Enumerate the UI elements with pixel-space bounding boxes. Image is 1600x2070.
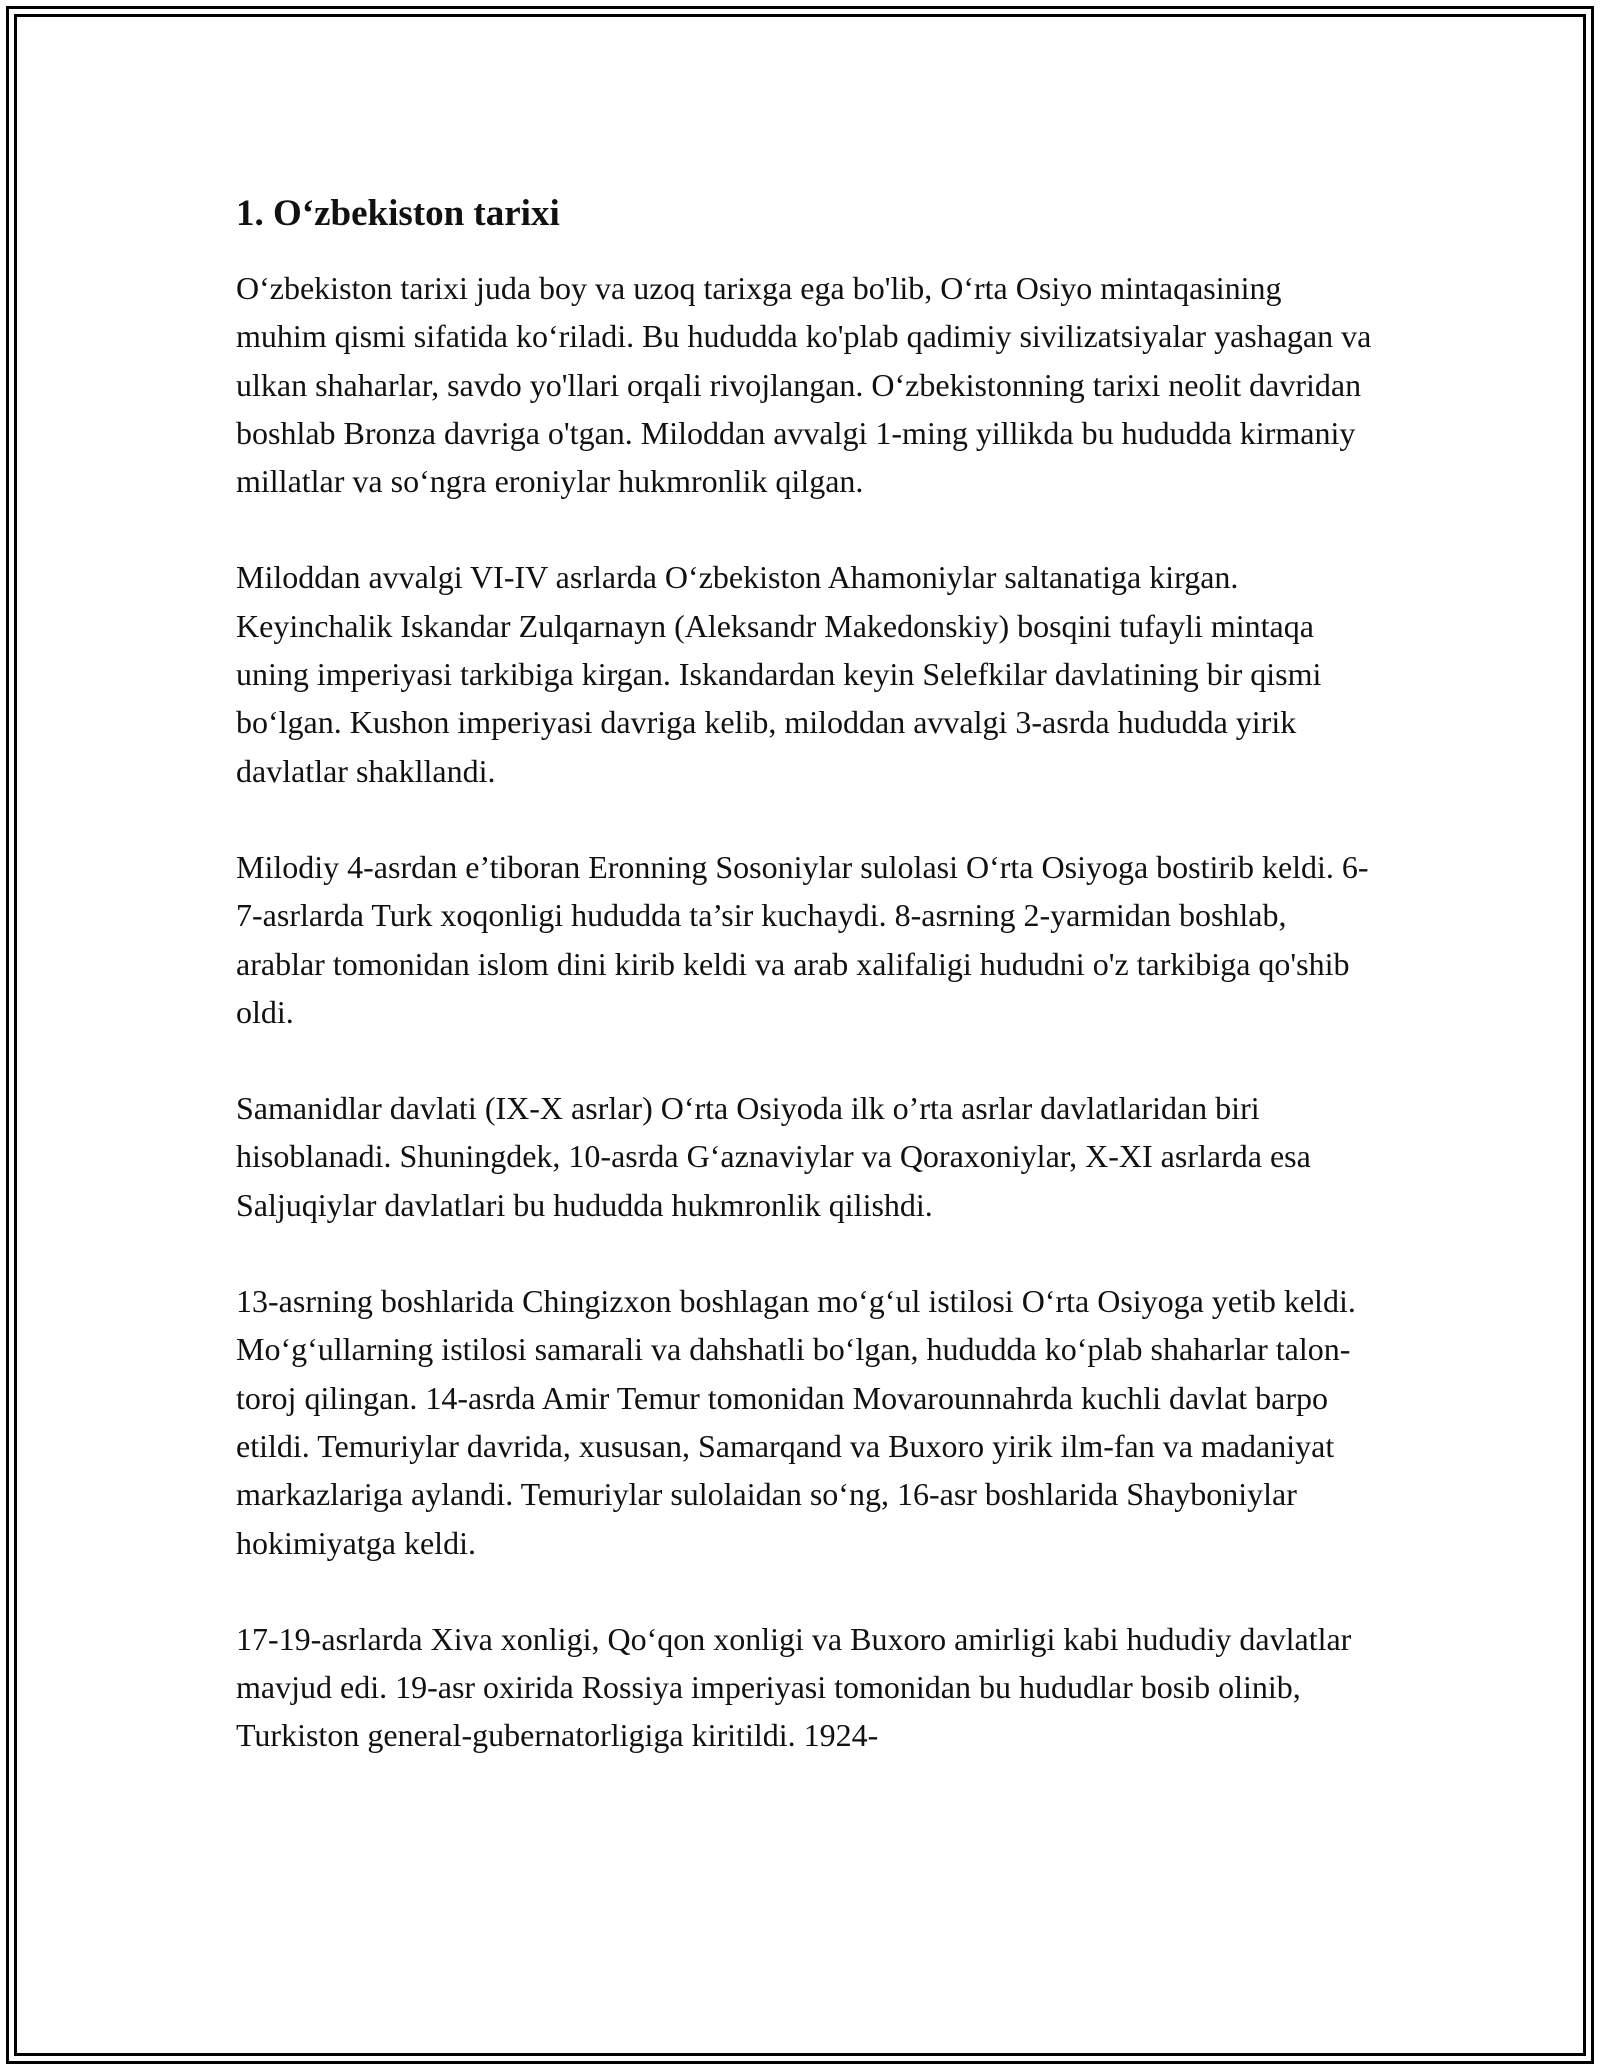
paragraph-6: 17-19-asrlarda Xiva xonligi, Qo‘qon xonligi va Buxoro amirligi kabi hududiy davlatlar mavjud edi. 19-asr oxirida Rossiya imperiyasi tomonidan bu hududlar bosib olinib, Turkiston general-gubernatorligiga kiritildi. 1924- [236, 1620, 1352, 1754]
paragraph-4: Samanidlar davlati (IX-X asrlar) O‘rta Osiyoda ilk o’rta asrlar davlatlaridan biri hisoblanadi. Shuningdek, 10-asrda G‘aznaviylar va Qoraxoniylar, X-XI asrlarda esa Saljuqiylar davlatlari bu hududda hukmronlik qilishdi. [236, 1090, 1311, 1223]
paragraph-2: Miloddan avvalgi VI-IV asrlarda O‘zbekiston Ahamoniylar saltanatiga kirgan. Keyinchalik Iskandar Zulqarnayn (Aleksandr Makedonskiy) bosqini tufayli mintaqa uning imperiyasi tarkibiga kirgan. Iskandardan keyin Selefkilar davlatining bir qismi bo‘lgan. Kushon imperiyasi davriga kelib, miloddan avvalgi 3-asrda hududda yirik davlatlar shakllandi. [236, 559, 1322, 789]
paragraph-5: 13-asrning boshlarida Chingizxon boshlagan mo‘g‘ul istilosi O‘rta Osiyoga yetib keldi. Mo‘g‘ullarning istilosi samarali va dahshatli bo‘lgan, hududda ko‘plab shaharlar talon-toroj qilingan. 14-asrda Amir Temur tomonidan Movarounnahrda kuchli davlat barpo etildi. Temuriylar davrida, xususan, Samarqand va Buxoro yirik ilm-fan va madaniyat markazlariga aylandi. Temuriylar sulolaidan so‘ng, 16-asr boshlarida Shayboniylar hokimiyatga keldi. [236, 1283, 1356, 1561]
document-body [236, 190, 1376, 1808]
paragraph-1: O‘zbekiston tarixi juda boy va uzoq tarixga ega bo'lib, O‘rta Osiyo mintaqasining muhim qismi sifatida ko‘riladi. Bu hududda ko'plab qadimiy sivilizatsiyalar yashagan va ulkan shaharlar, savdo yo'llari orqali rivojlangan. O‘zbekistonning tarixi neolit davridan boshlab Bronza davriga o'tgan. Miloddan avvalgi 1-ming yillikda bu hududda kirmaniy millatlar va so‘ngra eroniylar hukmronlik qilgan. [236, 270, 1372, 500]
section-heading: 1. O‘zbekiston tarixi [236, 193, 560, 234]
paragraph-3: Milodiy 4-asrdan e’tiboran Eronning Sosoniylar sulolasi O‘rta Osiyoga bostirib keldi. 6-7-asrlarda Turk xoqonligi hududda ta’sir kuchaydi. 8-asrning 2-yarmidan boshlab, arablar tomonidan islom dini kirib keldi va arab xalifaligi hududni o'z tarkibiga qo'shib oldi. [236, 848, 1369, 1030]
